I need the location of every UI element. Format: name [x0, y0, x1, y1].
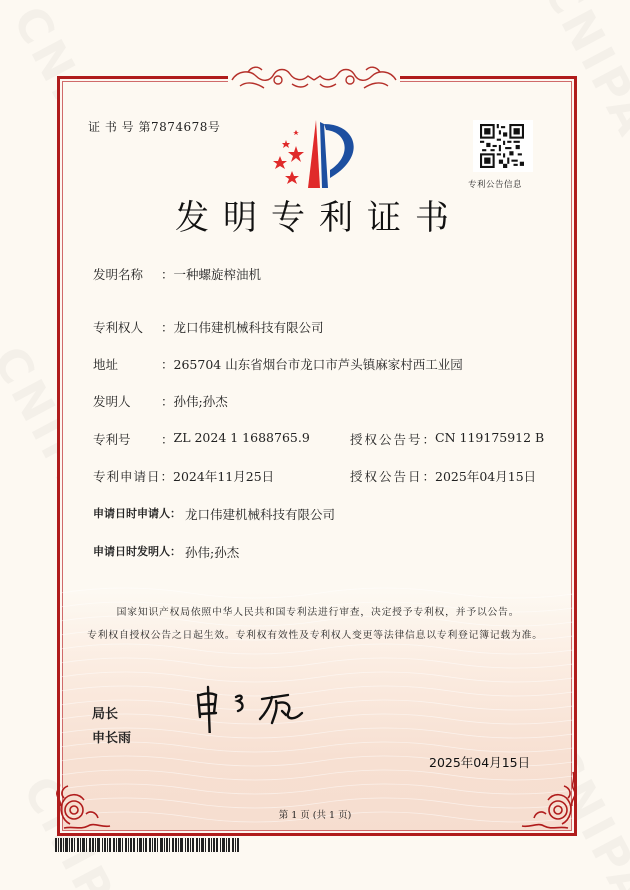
field-address: 地址 ： 265704 山东省烟台市龙口市芦头镇麻家村西工业园 [93, 357, 463, 372]
field-label: 专利申请日 [93, 469, 161, 484]
director-title: 局长 [92, 707, 119, 722]
field-label: 发明名称 [93, 267, 144, 282]
field-filing-date: 专利申请日 ： 2024年11月25日 [93, 469, 275, 484]
patent-number-value: ZL 2024 1 1688765.9 [173, 430, 310, 445]
field-label: 授权公告号 [350, 432, 423, 447]
page-indicator: 第 1 页 (共 1 页) [278, 810, 352, 821]
grant-pub-date-value: 2025年04月15日 [435, 469, 537, 484]
qr-label: 专利公告信息 [468, 180, 523, 190]
signature-icon [192, 683, 322, 733]
field-applicant-at-filing: 申请日时申请人 ： 龙口伟建机械科技有限公司 [93, 507, 336, 522]
field-grant-pub-number: 授权公告号 ： CN 119175912 B [350, 430, 545, 447]
applicant-at-filing-value: 龙口伟建机械科技有限公司 [185, 507, 336, 522]
issue-date: 2025年04月15日 [429, 755, 531, 770]
cnipa-logo-icon [272, 116, 364, 188]
notice-line-2: 专利权自授权公告之日起生效。专利权有效性及专利权人变更等法律信息以专利登记簿记载为准。 [87, 630, 543, 641]
inventor-at-filing-value: 孙伟;孙杰 [185, 545, 240, 560]
field-invention-name: 发明名称 ： 一种螺旋榨油机 [93, 267, 262, 282]
field-grant-pub-date: 授权公告日 ： 2025年04月15日 [350, 469, 537, 484]
barcode-icon [55, 838, 239, 852]
field-label: 专利号 [93, 432, 131, 447]
patentee-value: 龙口伟建机械科技有限公司 [173, 320, 324, 335]
invention-name-value: 一种螺旋榨油机 [173, 267, 262, 282]
certificate-title: 发明专利证书 [175, 198, 463, 238]
corner-ornament-icon [518, 770, 580, 832]
field-patent-number: 专利号 ： ZL 2024 1 1688765.9 [93, 430, 310, 447]
grant-pub-number-value: CN 119175912 B [435, 430, 545, 445]
field-label: 申请日时申请人 [93, 507, 170, 520]
field-label: 专利权人 [93, 320, 144, 335]
top-ornament-icon [228, 62, 400, 92]
certificate-number: 证 书 号 第7874678号 [88, 120, 221, 134]
address-value: 265704 山东省烟台市龙口市芦头镇麻家村西工业园 [173, 357, 463, 372]
field-label: 地址 [93, 357, 119, 372]
field-label: 发明人 [93, 394, 131, 409]
qr-code-icon[interactable] [480, 124, 524, 168]
corner-ornament-icon [52, 770, 114, 832]
director-name: 申长雨 [92, 731, 132, 746]
filing-date-value: 2024年11月25日 [173, 469, 275, 484]
field-inventor: 发明人 ： 孙伟;孙杰 [93, 394, 228, 409]
inventor-value: 孙伟;孙杰 [173, 394, 228, 409]
field-patentee: 专利权人 ： 龙口伟建机械科技有限公司 [93, 320, 324, 335]
field-inventor-at-filing: 申请日时发明人 ： 孙伟;孙杰 [93, 545, 240, 560]
field-label: 授权公告日 [350, 469, 423, 484]
notice-line-1: 国家知识产权局依照中华人民共和国专利法进行审查，决定授予专利权，并予以公告。 [116, 607, 520, 618]
field-label: 申请日时发明人 [93, 545, 170, 558]
